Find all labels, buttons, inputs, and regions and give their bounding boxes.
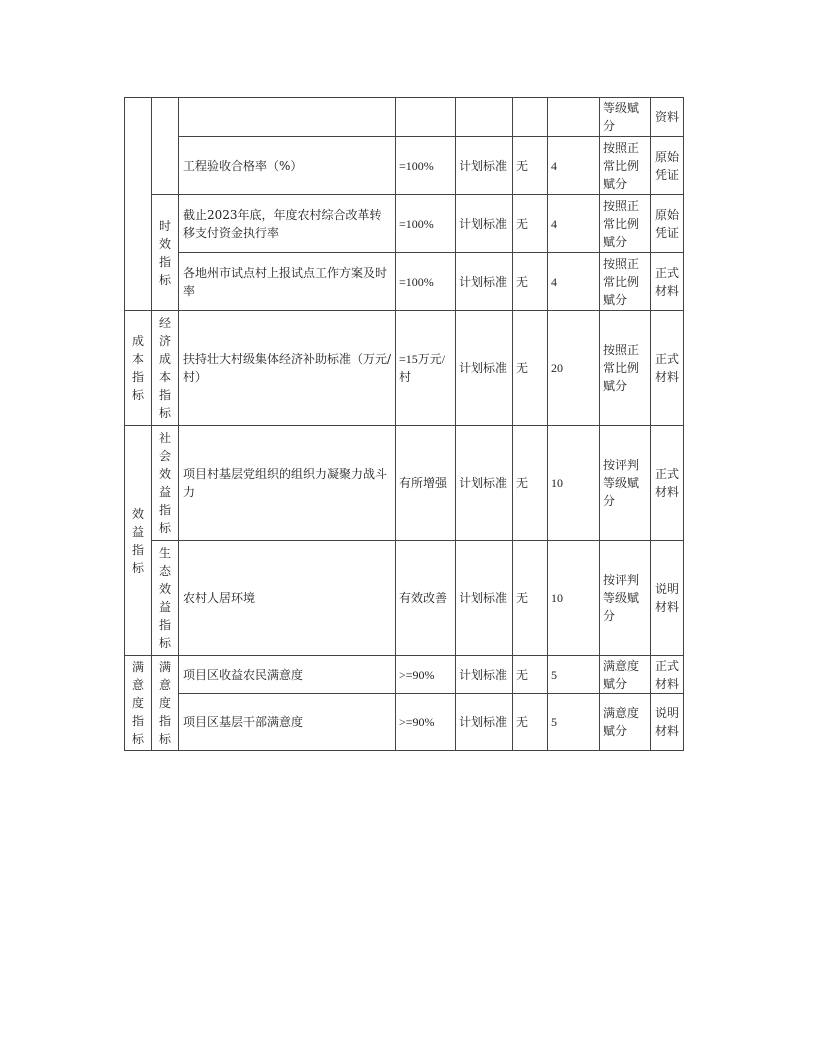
level1-benefit-label: 效益指标 — [125, 426, 152, 656]
level2-timeliness-label: 时效指标 — [152, 195, 179, 311]
evidence-cell: 正式材料 — [651, 426, 684, 541]
level2-eco-benefit-label: 生态效益指标 — [152, 541, 179, 656]
evidence-cell: 说明材料 — [651, 694, 684, 751]
table-row — [125, 311, 684, 426]
indicator-name-cell: 项目区收益农民满意度 — [179, 656, 396, 694]
indicator-value-cell: =100% — [396, 253, 456, 311]
note-cell: 无 — [513, 311, 548, 426]
indicator-value-cell: =100% — [396, 195, 456, 253]
note-cell: 无 — [513, 137, 548, 195]
standard-cell: 计划标准 — [456, 311, 513, 426]
indicator-value-cell: >=90% — [396, 694, 456, 751]
score-cell: 10 — [548, 426, 600, 541]
standard-cell: 计划标准 — [456, 195, 513, 253]
scoring-method-cell: 按照正常比例赋分 — [600, 195, 651, 253]
level1-satisfaction-label: 满意度指标 — [125, 656, 152, 751]
indicator-name-cell: 工程验收合格率（%） — [179, 137, 396, 195]
indicator-name-cell: 项目村基层党组织的组织力凝聚力战斗力 — [179, 426, 396, 541]
scoring-method-cell: 满意度赋分 — [600, 656, 651, 694]
indicator-name-cell — [179, 98, 396, 137]
scoring-method-cell: 按照正常比例赋分 — [600, 253, 651, 311]
score-cell: 5 — [548, 656, 600, 694]
indicator-name-cell: 扶持壮大村级集体经济补助标准（万元/村） — [179, 311, 396, 426]
note-cell — [513, 98, 548, 137]
indicator-value-cell: >=90% — [396, 656, 456, 694]
evidence-cell: 资料 — [651, 98, 684, 137]
table-row — [125, 541, 684, 656]
level2-social-benefit-label: 社会效益指标 — [152, 426, 179, 541]
indicator-name-cell: 项目区基层干部满意度 — [179, 694, 396, 751]
note-cell: 无 — [513, 253, 548, 311]
standard-cell: 计划标准 — [456, 426, 513, 541]
standard-cell: 计划标准 — [456, 253, 513, 311]
level2-cell-empty — [152, 98, 179, 195]
score-cell — [548, 98, 600, 137]
indicator-value-cell: =100% — [396, 137, 456, 195]
indicator-value-cell: =15万元/村 — [396, 311, 456, 426]
evidence-cell: 正式材料 — [651, 311, 684, 426]
indicator-value-cell: 有效改善 — [396, 541, 456, 656]
scoring-method-cell: 按照正常比例赋分 — [600, 137, 651, 195]
table-row — [125, 694, 684, 751]
level2-economic-cost-label: 经济成本指标 — [152, 311, 179, 426]
evidence-cell: 正式材料 — [651, 656, 684, 694]
standard-cell: 计划标准 — [456, 137, 513, 195]
scoring-method-cell: 按评判等级赋分 — [600, 426, 651, 541]
indicator-value-cell: 有所增强 — [396, 426, 456, 541]
indicator-name-cell: 各地州市试点村上报试点工作方案及时率 — [179, 253, 396, 311]
score-cell: 20 — [548, 311, 600, 426]
evidence-cell: 说明材料 — [651, 541, 684, 656]
indicator-name-cell: 农村人居环境 — [179, 541, 396, 656]
table-row — [125, 98, 684, 137]
table-row — [125, 656, 684, 694]
level1-cell-empty — [125, 98, 152, 311]
scoring-method-cell: 等级赋分 — [600, 98, 651, 137]
scoring-method-cell: 满意度赋分 — [600, 694, 651, 751]
indicator-name-cell: 截止2023年底，年度农村综合改革转移支付资金执行率 — [179, 195, 396, 253]
standard-cell — [456, 98, 513, 137]
note-cell: 无 — [513, 694, 548, 751]
score-cell: 4 — [548, 253, 600, 311]
table-row — [125, 426, 684, 541]
standard-cell: 计划标准 — [456, 541, 513, 656]
level2-satisfaction-label: 满意度指标 — [152, 656, 179, 751]
evidence-cell: 正式材料 — [651, 253, 684, 311]
evidence-cell: 原始凭证 — [651, 195, 684, 253]
indicator-value-cell — [396, 98, 456, 137]
standard-cell: 计划标准 — [456, 656, 513, 694]
score-cell: 5 — [548, 694, 600, 751]
note-cell: 无 — [513, 426, 548, 541]
note-cell: 无 — [513, 656, 548, 694]
table-row — [125, 137, 684, 195]
standard-cell: 计划标准 — [456, 694, 513, 751]
score-cell: 4 — [548, 137, 600, 195]
score-cell: 10 — [548, 541, 600, 656]
scoring-method-cell: 按评判等级赋分 — [600, 541, 651, 656]
note-cell: 无 — [513, 195, 548, 253]
note-cell: 无 — [513, 541, 548, 656]
level1-cost-label: 成本指标 — [125, 311, 152, 426]
scoring-method-cell: 按照正常比例赋分 — [600, 311, 651, 426]
performance-indicator-table — [124, 97, 684, 751]
table-row — [125, 253, 684, 311]
score-cell: 4 — [548, 195, 600, 253]
evidence-cell: 原始凭证 — [651, 137, 684, 195]
table-row — [125, 195, 684, 253]
